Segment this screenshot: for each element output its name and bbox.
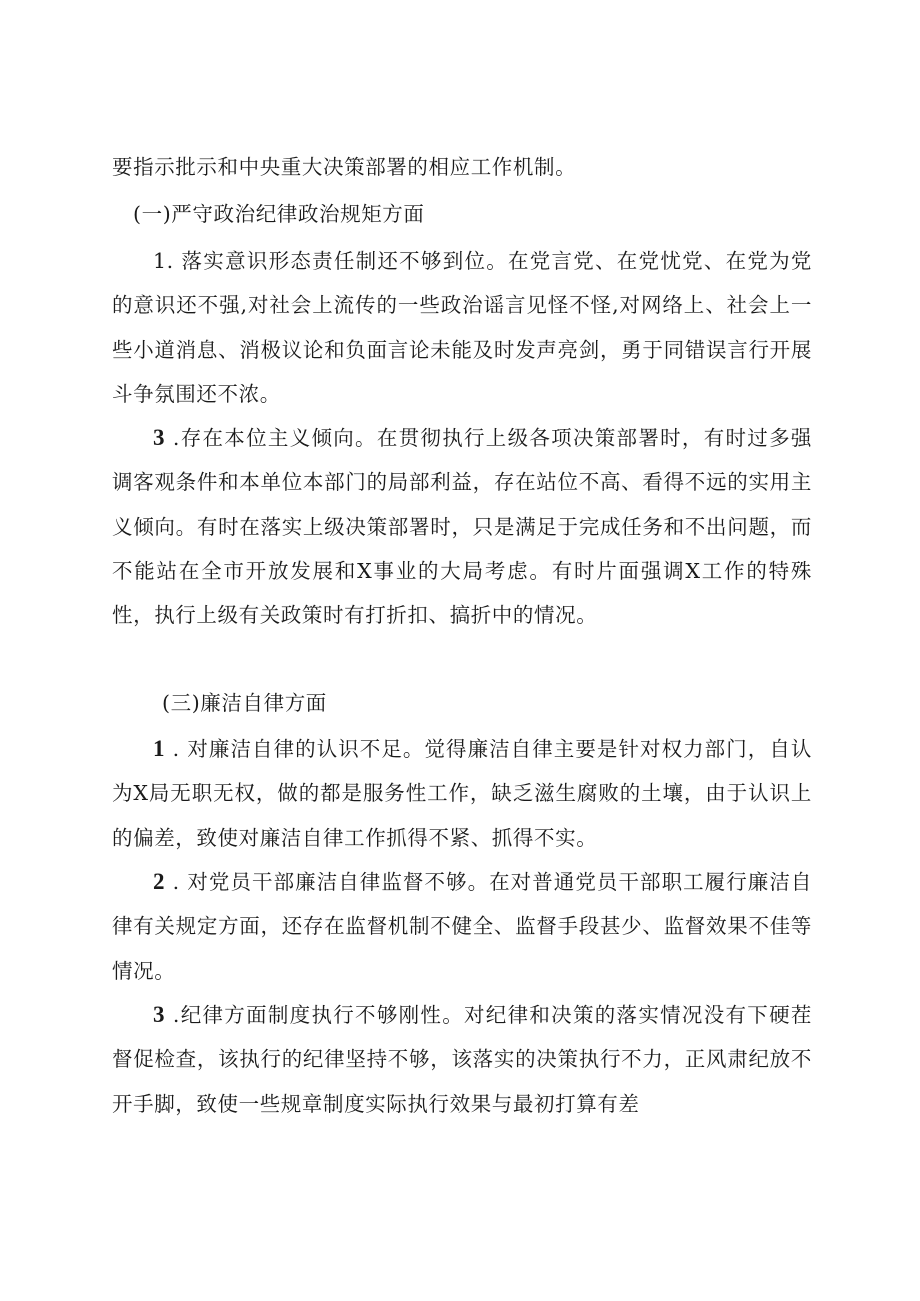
item-number: 3 xyxy=(153,1002,166,1027)
paragraph-item-1-ideology-responsibility: 1. 落实意识形态责任制还不够到位。在党言党、在党忧党、在党为党的意识还不强,对社会上流传的一些政治谣言见怪不怪,对网络上、社会上一些小道消息、消极议论和负面言论未能及时发声亮剑，勇于同错误言行开展斗争氛围还不浓。 xyxy=(112,249,812,406)
item-text: .纪律方面制度执行不够刚性。对纪律和决策的落实情况没有下硬茬督促检查，该执行的纪律坚持不够，该落实的决策执行不力，正风肃纪放不开手脚，致使一些规章制度实际执行效果与最初打算有差 xyxy=(112,1003,812,1116)
paragraph-item-2-supervision xyxy=(112,860,812,993)
item-number: 2 xyxy=(153,869,166,894)
item-text: .存在本位主义倾向。在贯彻执行上级各项决策部署时，有时过多强调客观条件和本单位本部门的局部利益，存在站位不高、看得不远的实用主义倾向。有时在落实上级决策部署时，只是满足于完成任务和不出问题，而不能站在全市开放发展和X事业的大局考虑。有时片面强调X工作的特殊性，执行上级有关政策时有打折扣、搞折中的情况。 xyxy=(112,426,812,628)
item-text: . 对廉洁自律的认识不足。觉得廉洁自律主要是针对权力部门，自认为X局无职无权，做的都是服务性工作，缺乏滋生腐败的土壤，由于认识上的偏差，致使对廉洁自律工作抓得不紧、抓得不实。 xyxy=(112,737,812,850)
paragraph-item-3-departmentalism xyxy=(112,416,812,637)
section-heading-integrity: (三)廉洁自律方面 xyxy=(162,691,327,715)
item-number: 3 xyxy=(153,425,166,450)
paragraph-item-1-integrity-awareness xyxy=(112,727,812,860)
paragraph-item-3-discipline-enforcement xyxy=(112,993,812,1126)
section-heading-political-discipline: (一)严守政治纪律政治规矩方面 xyxy=(133,202,425,226)
item-text: . 对党员干部廉洁自律监督不够。在对普通党员干部职工履行廉洁自律有关规定方面，还存在监督机制不健全、监督手段甚少、监督效果不佳等情况。 xyxy=(112,870,812,983)
paragraph-continuation: 要指示批示和中央重大决策部署的相应工作机制。 xyxy=(112,155,577,179)
item-number: 1 xyxy=(153,736,166,761)
